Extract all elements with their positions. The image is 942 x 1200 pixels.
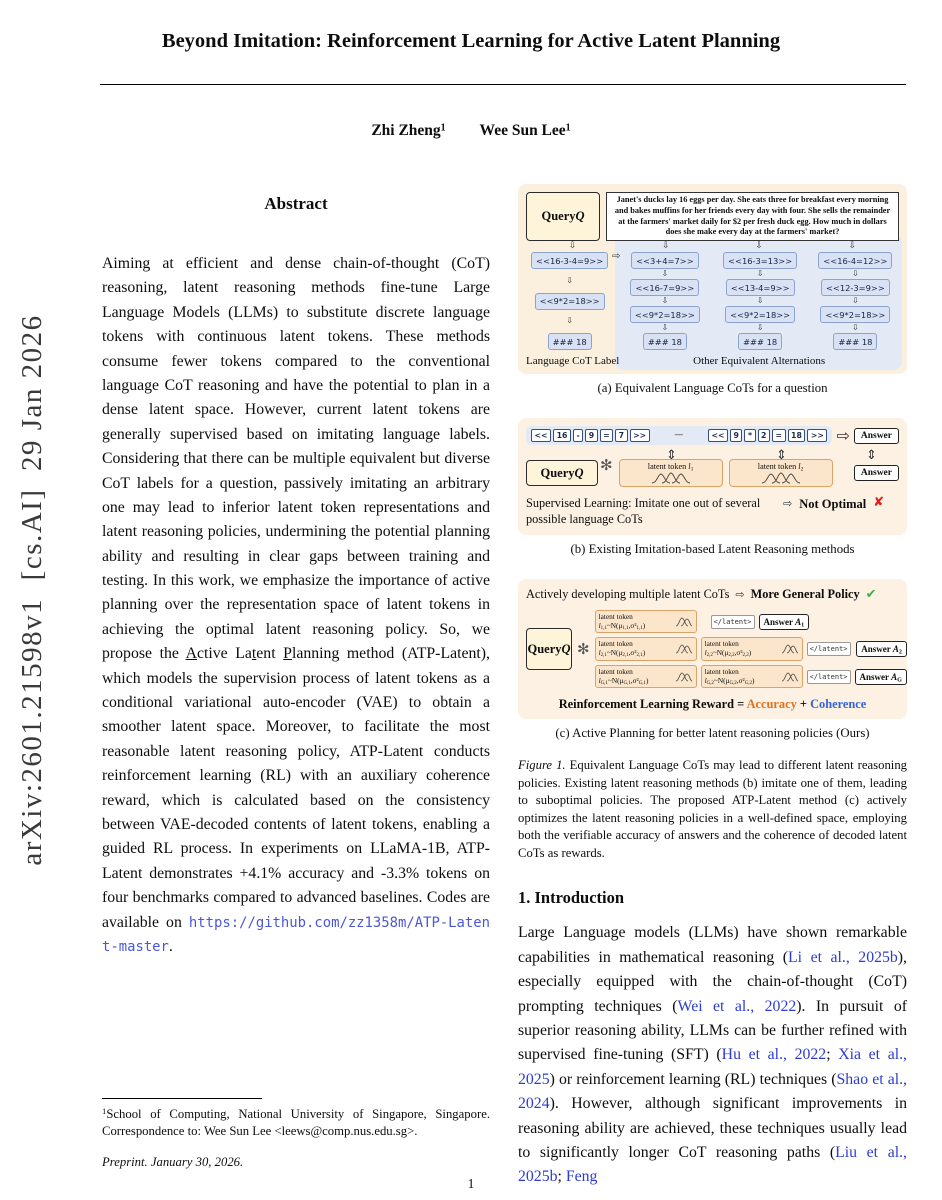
- cot-token: <<: [708, 429, 728, 442]
- author-affiliation-marker: 1: [440, 122, 446, 134]
- sub-text: G,1: [638, 680, 647, 686]
- answer-box: Answer $A_G$: [855, 669, 907, 685]
- cot-token: =: [600, 429, 614, 442]
- language-cot-sequence-row: [526, 426, 899, 445]
- down-arrow-icon: ⇩: [852, 269, 859, 279]
- text-span: l: [598, 648, 601, 658]
- sub-text: G: [897, 677, 902, 684]
- answer-box: Answer $A_1$: [759, 614, 810, 630]
- sub-text: 2,1: [600, 653, 607, 659]
- right-arrow-icon: ⇨: [836, 425, 850, 445]
- author: [480, 122, 571, 139]
- cot-step-box: <<16-3-4=9>>: [531, 252, 608, 269]
- banner-text: Actively developing multiple latent CoTs: [526, 586, 730, 601]
- check-icon: ✔: [865, 586, 877, 602]
- sub-text: 1,1: [636, 625, 643, 631]
- answer-box: Answer $A_2$: [856, 641, 907, 657]
- url-link[interactable]: https://github.com/zz1358m/ATP-Latent-master: [102, 914, 490, 955]
- question-text: Janet's ducks lay 16 eggs per day. She eats three for breakfast every morning and bakes muffins for her friends every day with four. She sells the remainder at the farmers' market daily for $2 per fresh duck egg. How much in dollars does she make every day at the farmers' market?: [606, 192, 899, 241]
- text-span: A: [891, 671, 898, 682]
- down-arrow-icon: ⇩: [566, 275, 573, 285]
- citation-link[interactable]: Shao et al., 2024: [518, 1070, 907, 1113]
- latent-cot-row: [595, 637, 907, 661]
- query-box: Query Q: [526, 192, 600, 241]
- cot-token: -: [573, 429, 583, 442]
- sub-text: G,2: [744, 680, 753, 686]
- end-latent-tag: </latent>: [807, 642, 851, 656]
- query-box: Query Q: [526, 460, 598, 486]
- distribution-curves-icon: [781, 672, 799, 682]
- sub-text: 1,1: [600, 625, 607, 631]
- distribution-curves-icon: [675, 617, 693, 627]
- sequence-connector: —: [674, 430, 684, 441]
- sup-text: 1: [102, 1106, 107, 1117]
- latent-cot-row: [595, 610, 907, 634]
- distribution-curves-icon: [675, 672, 693, 682]
- text-span: Accuracy: [746, 697, 797, 712]
- subcaption-c: (c) Active Planning for better latent reasoning policies (Ours): [555, 726, 870, 741]
- latent-cot-row: [595, 665, 907, 689]
- query-row: [526, 192, 899, 241]
- answer-box: Answer: [854, 465, 899, 481]
- sub-text: G,2: [729, 680, 737, 686]
- text-span: l: [704, 648, 707, 658]
- cot-final-answer-box: ### 18: [548, 333, 592, 350]
- latent-token-label: latent token $l_{1,1}\sim N(\mu_{1,1},\sigma^2_{1,1})$: [598, 611, 646, 631]
- cot-token: 9: [585, 429, 597, 442]
- sub-text: 2,2: [742, 653, 749, 659]
- latent-cot-rows: [595, 610, 907, 689]
- cot-token: >>: [630, 429, 650, 442]
- sub-text: 2,1: [622, 653, 629, 659]
- active-planning-banner: [526, 587, 899, 602]
- end-latent-tag: </latent>: [807, 670, 851, 684]
- citation-link[interactable]: Liu et al., 2025b: [518, 1143, 907, 1186]
- latent-token-label: latent token $l_{G,2}\sim N(\mu_{G,2},\sigma^2_{G,2})$: [704, 666, 755, 686]
- citation-link[interactable]: Li et al., 2025b: [788, 948, 898, 966]
- panel-c-body: [526, 610, 902, 689]
- llm-model-icon: ✻: [600, 455, 613, 474]
- abstract-heading: Abstract: [264, 194, 328, 213]
- distribution-curves-icon: [675, 644, 693, 654]
- cot-step-box: <<9*2=18>>: [820, 306, 890, 323]
- text-span: l: [688, 462, 691, 472]
- cot-token: 18: [788, 429, 806, 442]
- text-span: A: [892, 644, 899, 655]
- not-optimal-label: Not Optimal: [799, 497, 867, 512]
- distribution-curves-icon: [651, 472, 691, 484]
- title-divider: [100, 84, 906, 85]
- text-span: Q: [575, 209, 585, 224]
- cot-step-box: <<16-7=9>>: [630, 279, 699, 296]
- llm-model-icon: ✻: [577, 639, 590, 658]
- text-span: Coherence: [810, 697, 867, 712]
- cross-icon: ✘: [873, 495, 885, 511]
- down-arrow-icon: ⇩: [756, 323, 764, 333]
- cot-columns: [526, 252, 899, 350]
- text-span: Figure 1.: [518, 758, 566, 773]
- cot-final-answer-box: ### 18: [833, 333, 877, 350]
- right-column: [518, 182, 907, 1190]
- supervised-learning-note: Supervised Learning: Imitate one out of several possible language CoTs: [526, 496, 761, 526]
- right-arrow-icon: ⇨: [783, 497, 793, 511]
- cot-step-box: <<16-3=13>>: [723, 252, 797, 269]
- latent-token-label: latent token $l_2$: [757, 462, 804, 473]
- sub-text: 2,2: [706, 653, 713, 659]
- text-span: P: [283, 645, 292, 663]
- more-general-policy-label: More General Policy: [750, 586, 860, 601]
- updown-arrow-icon: ⇕: [666, 448, 677, 464]
- latent-token-label: latent token $l_{2,2}\sim N(\mu_{2,2},\sigma^2_{2,2})$: [704, 639, 752, 659]
- authors-line: [0, 122, 942, 140]
- down-arrow-icon: ⇩: [662, 241, 670, 252]
- introduction-body: Large Language models (LLMs) have shown remarkable capabilities in mathematical reasoning (Li et al., 2025b), especially equipped with the chain-of-thought (CoT) prompting techniques (Wei et al., 2022). In pursuit of superior reasoning ability, LLMs can be further refined with supervised fine-tuning (SFT) (Hu et al., 2022; Xia et al., 2025) or reinforcement learning (RL) techniques (Shao et al., 2024). However, although significant improvements in reasoning ability are achieved, these techniques usually lead to significantly longer CoT reasoning paths (Liu et al., 2025b; Feng: [518, 924, 908, 1186]
- text-span: Q: [574, 465, 584, 480]
- down-arrow-icon: ⇩: [852, 296, 859, 306]
- page-number: 1: [467, 1176, 475, 1191]
- abstract-body: Aiming at efficient and dense chain-of-thought (CoT) reasoning, latent reasoning methods fine-tune Large Language Models (LLMs) to substitute discrete language tokens with continuous latent tokens. These methods consume fewer tokens compared to the conventional language CoT reasoning and have the potential to plan in a dense latent space. However, current latent tokens are generally supervised based on imitating language labels. Considering that there can be multiple equivalent but diverse CoT labels for a question, passively imitating an arbitrary one may lead to inferior latent token representations and latent reasoning policies, undermining the potential planning ability and resulting in clear gaps between training and testing. In this work, we emphasize the importance of active planning over the representation space of latent tokens in achieving the optimal latent reasoning policy. So, we propose the Active Latent Planning method (ATP-Latent), which models the supervision process of latent tokens as a conditional variational auto-encoder (VAE) to obtain a smoother latent space. Moreover, to facilitate the most reasonable latent reasoning policy, ATP-Latent conducts reinforcement learning (RL) with an auxiliary coherence reward, which is calculated based on the consistency between VAE-decoded contents of latent tokens, enabling a guided RL process. In experiments on LLaMA-1B, ATP-Latent demonstrates +4.1% accuracy and -3.3% tokens on four benchmarks compared to advanced baselines. Codes are available on https://github.com/zz1358m/ATP-Latent-master.: [102, 255, 491, 955]
- author-name: Zhi Zheng: [371, 122, 441, 139]
- cot-step-box: <<9*2=18>>: [630, 306, 700, 323]
- figure1-panel-c: [518, 579, 907, 720]
- citation-link[interactable]: Xia et al., 2025: [518, 1046, 907, 1088]
- cot-final-answer-box: ### 18: [643, 333, 687, 350]
- cot-token: <<: [531, 429, 551, 442]
- figure1-caption: Figure 1. Equivalent Language CoTs may lead to different latent reasoning policies. Existing latent reasoning methods (b) imitate one of them, leading to suboptimal policies. The proposed ATP-Latent method (c) actively optimizes the latent reasoning policies in a well-defined space, employing both the verifiable accuracy of answers and the coherence of decoded latent CoTs as rewards.: [518, 758, 908, 860]
- footnote-block: [102, 1098, 490, 1170]
- distribution-curves-icon: [781, 644, 799, 654]
- author-affiliation-marker: 1: [565, 122, 571, 134]
- subcaption-a: (a) Equivalent Language CoTs for a question: [597, 381, 828, 396]
- cot-token: 7: [615, 429, 627, 442]
- latent-token-label: latent token $l_1$: [647, 462, 694, 473]
- latent-reasoning-row: [526, 455, 899, 487]
- author: [371, 122, 445, 139]
- figure1-panel-b: [518, 418, 907, 535]
- subcaption-b: (b) Existing Imitation-based Latent Reasoning methods: [570, 541, 855, 556]
- text-span: t: [251, 645, 257, 663]
- footnote-divider: [102, 1098, 262, 1099]
- cot-step-box: <<9*2=18>>: [725, 306, 795, 323]
- cot-step-box: <<16-4=12>>: [818, 252, 892, 269]
- end-latent-tag: </latent>: [711, 615, 755, 629]
- distribution-curves-icon: [761, 472, 801, 484]
- text-span: A: [185, 645, 197, 663]
- citation-link[interactable]: Feng: [565, 1168, 598, 1186]
- latent-token-box: [595, 665, 697, 689]
- rl-reward-line: Reinforcement Learning Reward = Accuracy + Coherence: [558, 697, 867, 712]
- sub-text: 1,1: [622, 625, 629, 631]
- sub-text: G,1: [600, 680, 608, 686]
- cot-column-label: [526, 252, 613, 350]
- sub-text: 2,1: [636, 653, 643, 659]
- text-span: A: [795, 616, 802, 627]
- figure1-panel-a: [518, 184, 907, 374]
- query-box: Query Q: [526, 628, 572, 670]
- cot-token: =: [772, 429, 786, 442]
- text-span: Q: [561, 641, 571, 656]
- panel-a-labels: [526, 355, 899, 367]
- answer-box: Answer: [854, 428, 899, 444]
- down-arrow-icon: ⇩: [848, 241, 857, 252]
- down-arrow-icon: ⇩: [661, 323, 669, 333]
- preprint-note: Preprint. January 30, 2026.: [102, 1155, 244, 1169]
- derivation-arrows: [526, 242, 899, 251]
- cot-step-box: <<12-3=9>>: [821, 279, 890, 296]
- citation-link[interactable]: Wei et al., 2022: [677, 997, 797, 1015]
- latent-token-box: [595, 610, 697, 634]
- citation-link[interactable]: Hu et al., 2022: [721, 1046, 827, 1064]
- down-arrow-icon: ⇩: [852, 323, 859, 333]
- latent-token-label: latent token $l_{2,1}\sim N(\mu_{2,1},\sigma^2_{2,1})$: [598, 639, 646, 659]
- sub-text: 2: [800, 466, 804, 473]
- sub-text: G,1: [623, 680, 631, 686]
- label-alternations: Other Equivalent Alternations: [693, 355, 826, 368]
- sub-text: 1: [690, 466, 694, 473]
- text-span: l: [704, 675, 707, 685]
- figure-1: [518, 184, 907, 862]
- sub-text: 2: [898, 649, 902, 656]
- text-span: l: [798, 462, 801, 472]
- cot-step-box: <<3+4=7>>: [631, 252, 699, 269]
- sub-text: 2,2: [728, 653, 735, 659]
- left-column: [102, 182, 490, 1172]
- cot-step-box: <<9*2=18>>: [535, 293, 605, 310]
- right-arrow-icon: ⇨: [612, 251, 621, 262]
- down-arrow-icon: ⇩: [756, 296, 764, 306]
- right-arrow-icon: ⇨: [735, 587, 745, 601]
- latent-token-label: latent token $l_{G,1}\sim N(\mu_{G,1},\sigma^2_{G,1})$: [598, 666, 649, 686]
- text-span: l: [598, 675, 601, 685]
- cot-column-alt-1: [621, 252, 708, 350]
- cot-token: 2: [758, 429, 770, 442]
- label-language-cot: Language CoT Label: [526, 355, 620, 368]
- cot-token: 9: [730, 429, 742, 442]
- updown-arrow-icon: ⇕: [776, 448, 787, 464]
- introduction-heading: 1. Introduction: [518, 888, 625, 908]
- latent-token-box: [701, 665, 803, 689]
- author-name: Wee Sun Lee: [479, 122, 566, 139]
- panel-b-note-row: [526, 496, 899, 527]
- down-arrow-icon: ⇩: [566, 316, 573, 326]
- language-cot-token-sequence: [526, 426, 832, 445]
- arxiv-stamp: arXiv:2601.21598v1 [cs.AI] 29 Jan 2026: [16, 314, 48, 866]
- cot-token: 16: [553, 429, 571, 442]
- updown-arrow-icon: ⇕: [866, 448, 877, 464]
- paper-title: Beyond Imitation: Reinforcement Learning for Active Latent Planning: [161, 30, 781, 52]
- cot-token: >>: [807, 429, 827, 442]
- down-arrow-icon: ⇩: [661, 296, 669, 306]
- latent-token-box: [595, 637, 697, 661]
- cot-column-alt-2: [717, 252, 804, 350]
- cot-final-answer-box: ### 18: [738, 333, 782, 350]
- sub-text: 1: [801, 622, 805, 629]
- latent-token-box: [619, 459, 723, 487]
- cot-token: *: [744, 429, 755, 442]
- down-arrow-icon: ⇩: [661, 269, 669, 279]
- down-arrow-icon: ⇩: [756, 269, 764, 279]
- down-arrow-icon: ⇩: [755, 241, 763, 252]
- down-arrow-icon: ⇩: [568, 241, 577, 252]
- cot-column-alt-3: [812, 252, 899, 350]
- latent-token-box: [701, 637, 803, 661]
- text-span: l: [598, 620, 601, 630]
- cot-step-box: <<13-4=9>>: [726, 279, 795, 296]
- footnote-text: $^1$School of Computing, National University of Singapore, Singapore. Correspondence to: Wee Sun Lee <leews@comp.nus.edu.sg>.: [102, 1106, 490, 1139]
- sub-text: G,2: [706, 680, 714, 686]
- latent-token-box: [729, 459, 833, 487]
